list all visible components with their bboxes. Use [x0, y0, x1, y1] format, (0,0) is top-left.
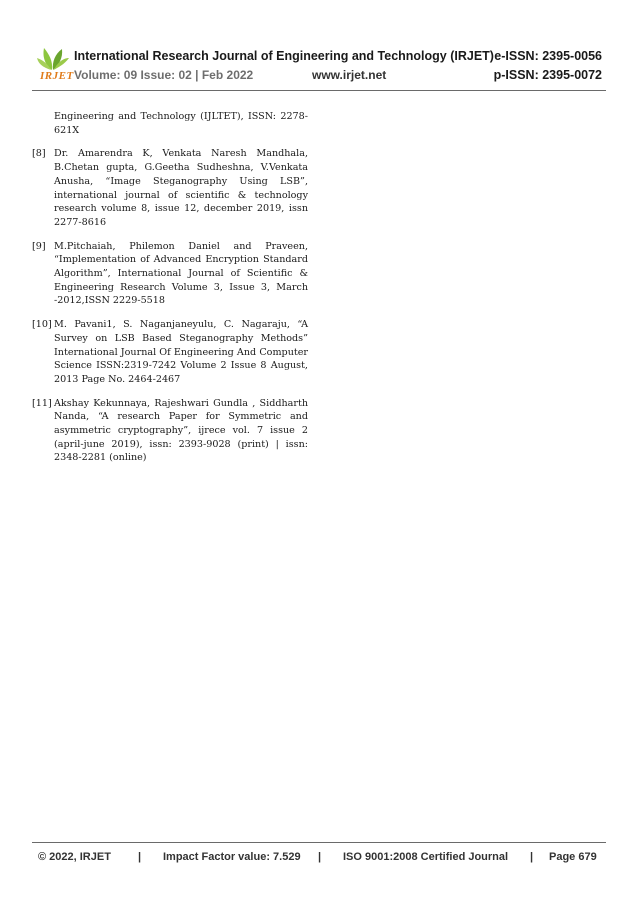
- footer-separator: |: [318, 851, 322, 863]
- leaf-logo-icon: [36, 44, 70, 72]
- iso-certification: ISO 9001:2008 Certified Journal: [343, 851, 509, 863]
- reference-item: [32, 318, 308, 387]
- reference-text: Akshay Kekunnaya, Rajeshwari Gundla , Siddharth Nanda, “A research Paper for Symmetric and asymmetric cryptography”, ijrece vol. 7 issue 2 (april-june 2019), issn: 2393-9028 (print) | issn: 2348-2281 (online): [54, 397, 308, 464]
- page-footer: [32, 851, 606, 867]
- page-number: Page 679: [549, 851, 597, 863]
- irjet-logo: [36, 44, 74, 88]
- reference-list: [32, 110, 308, 475]
- reference-item: [32, 110, 308, 137]
- footer-separator: |: [530, 851, 534, 863]
- p-issn: p-ISSN: 2395-0072: [493, 68, 602, 82]
- journal-title: International Research Journal of Engineering and Technology (IRJET): [74, 49, 494, 63]
- copyright-notice: © 2022, IRJET: [38, 851, 111, 863]
- website-link[interactable]: www.irjet.net: [312, 68, 387, 82]
- reference-number: [10]: [32, 319, 52, 331]
- e-issn: e-ISSN: 2395-0056: [494, 49, 602, 63]
- page-header: [32, 44, 606, 90]
- reference-number: [9]: [32, 240, 46, 252]
- reference-item: [32, 240, 308, 309]
- reference-text: M. Pavani1, S. Naganjaneyulu, C. Nagaraju, “A Survey on LSB Based Steganography Methods” International Journal Of Engineering And Computer Science ISSN:2319-7242 Volume 2 Issue 8 August, 2013 Page No. 2464-2467: [54, 319, 308, 385]
- reference-text: Engineering and Technology (IJLTET), ISSN: 2278-621X: [54, 111, 308, 136]
- reference-number: [11]: [32, 397, 52, 409]
- logo-wordmark: IRJET: [40, 70, 74, 82]
- reference-number: [8]: [32, 148, 46, 160]
- impact-factor: Impact Factor value: 7.529: [163, 851, 301, 863]
- reference-item: [32, 147, 308, 229]
- footer-divider: [32, 842, 606, 843]
- reference-text: Dr. Amarendra K, Venkata Naresh Mandhala, B.Chetan gupta, G.Geetha Sudheshna, V.Venkata Anusha, “Image Steganography Using LSB”, international journal of scientific & technology research volume 8, issue 12, december 2019, issn 2277-8616: [54, 148, 308, 228]
- volume-info: Volume: 09 Issue: 02 | Feb 2022: [74, 68, 254, 82]
- reference-item: [32, 397, 308, 466]
- reference-text: M.Pitchaiah, Philemon Daniel and Praveen, “Implementation of Advanced Encryption Standard Algorithm”, International Journal of Scientific & Engineering Research Volume 3, Issue 3, March -2012,ISSN 2229-5518: [54, 240, 308, 307]
- header-divider: [32, 90, 606, 91]
- footer-separator: |: [138, 851, 142, 863]
